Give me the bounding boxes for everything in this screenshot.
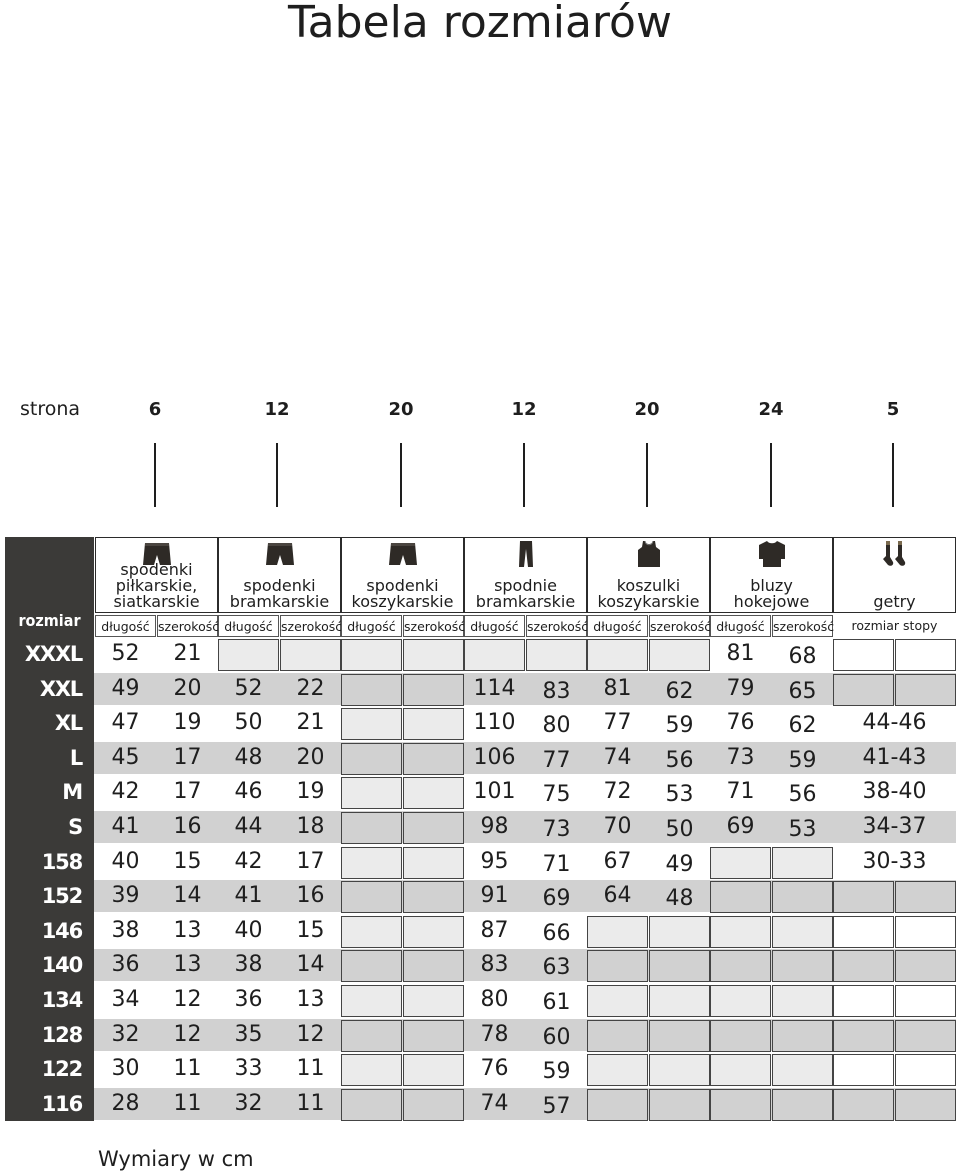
empty-cell: [772, 950, 833, 982]
empty-cell: [710, 1054, 771, 1086]
table-cell-value: 59: [542, 1059, 571, 1085]
table-cell-value: 91: [480, 883, 509, 909]
size-label: M: [62, 780, 82, 805]
table-cell-value: 45: [111, 744, 140, 770]
category-name: [219, 578, 340, 610]
table-cell-value: 11: [173, 1056, 202, 1082]
table-cell-value: 49: [111, 675, 140, 701]
table-cell-value: 83: [542, 678, 571, 704]
category-name: [711, 578, 832, 610]
category-header: [95, 537, 218, 613]
foot-size-header: rozmiar stopy: [851, 618, 938, 633]
empty-cell: [649, 1054, 710, 1086]
page-number: 6: [148, 399, 162, 420]
page-marker-line: [523, 443, 525, 507]
table-cell-value: 41: [111, 814, 140, 839]
page-marker-line: [646, 443, 648, 507]
table-cell-value: 67: [603, 848, 632, 874]
table-cell-value: 12: [296, 1021, 325, 1047]
empty-cell: [710, 881, 771, 913]
category-name-line: siatkarskie: [113, 592, 200, 611]
table-cell-value: 38-40: [862, 779, 927, 805]
empty-cell: [772, 847, 833, 879]
page-marker-line: [892, 443, 894, 507]
empty-cell: [218, 639, 279, 671]
table-cell-value: 80: [542, 713, 571, 739]
empty-cell: [710, 1020, 771, 1052]
page-marker-line: [154, 443, 156, 507]
empty-cell: [833, 985, 894, 1017]
table-cell-value: 13: [173, 917, 202, 943]
empty-cell: [895, 950, 956, 982]
size-label: 146: [41, 918, 82, 943]
empty-cell: [341, 812, 402, 844]
size-label: XXXL: [24, 642, 82, 666]
table-cell-value: 15: [173, 848, 202, 874]
category-name-line: getry: [873, 592, 916, 611]
table-cell-value: 39: [111, 883, 140, 909]
table-cell-value: 61: [542, 990, 571, 1015]
table-cell-value: 19: [296, 779, 325, 805]
size-label: 128: [41, 1022, 82, 1047]
tank-top-icon: [634, 541, 664, 567]
empty-cell: [772, 916, 833, 948]
table-cell-value: 81: [603, 675, 632, 701]
table-cell-value: 17: [296, 848, 325, 874]
table-cell-value: 13: [173, 952, 202, 978]
table-cell-value: 42: [111, 779, 140, 805]
empty-cell: [772, 1089, 833, 1121]
empty-cell: [833, 1054, 894, 1086]
table-cell-value: 12: [173, 987, 202, 1012]
category-name-line: bramkarskie: [475, 592, 576, 611]
table-cell-value: 74: [603, 744, 632, 770]
table-cell-value: 16: [173, 814, 202, 839]
category-header: [833, 537, 956, 613]
table-cell-value: 17: [173, 779, 202, 805]
page-marker-line: [276, 443, 278, 507]
empty-cell: [341, 708, 402, 740]
page-marker-line: [770, 443, 772, 507]
empty-cell: [403, 1054, 464, 1086]
category-name-line: bluzy: [750, 576, 793, 595]
page-number: 24: [758, 399, 784, 420]
table-cell-value: 40: [111, 848, 140, 874]
category-name-line: spodenki: [120, 560, 193, 579]
empty-cell: [649, 1089, 710, 1121]
table-cell-value: 32: [111, 1021, 140, 1047]
table-cell-value: 36: [111, 952, 140, 978]
empty-cell: [403, 1089, 464, 1121]
table-cell-value: 17: [173, 744, 202, 770]
table-cell-value: 70: [603, 814, 632, 839]
table-cell-value: 15: [296, 917, 325, 943]
empty-cell: [403, 743, 464, 775]
empty-cell: [341, 1054, 402, 1086]
units-note: Wymiary w cm: [98, 1147, 254, 1171]
empty-cell: [403, 812, 464, 844]
table-cell-value: 52: [111, 641, 140, 666]
table-cell-value: 36: [234, 987, 263, 1012]
table-cell-value: 34: [111, 987, 140, 1012]
table-cell-value: 66: [542, 920, 571, 946]
table-cell-value: 52: [234, 675, 263, 701]
table-cell-value: 73: [542, 817, 571, 842]
table-cell-value: 42: [234, 848, 263, 874]
table-cell-value: 114: [473, 675, 516, 701]
length-header: długość: [464, 615, 525, 637]
page-number: 12: [264, 399, 290, 420]
table-cell-value: 44-46: [862, 710, 927, 736]
table-cell-value: 64: [603, 883, 632, 909]
table-cell-value: 21: [173, 641, 202, 666]
table-cell-value: 76: [480, 1056, 509, 1082]
table-cell-value: 60: [542, 1024, 571, 1050]
length-header: długość: [710, 615, 771, 637]
empty-cell: [403, 777, 464, 809]
size-label: 140: [41, 953, 82, 978]
size-label: 134: [41, 988, 82, 1012]
table-cell-value: 62: [665, 678, 694, 704]
empty-cell: [649, 985, 710, 1017]
table-cell-value: 77: [542, 747, 571, 773]
empty-cell: [772, 985, 833, 1017]
table-cell-value: 101: [473, 779, 516, 805]
empty-cell: [464, 639, 525, 671]
table-cell-value: 74: [480, 1090, 509, 1116]
table-cell-value: 68: [788, 644, 817, 669]
empty-cell: [833, 1089, 894, 1121]
empty-cell: [403, 674, 464, 706]
length-header: długość: [587, 615, 648, 637]
empty-cell: [403, 708, 464, 740]
table-cell-value: 14: [296, 952, 325, 978]
table-cell-value: 11: [296, 1056, 325, 1082]
category-name-line: koszulki: [616, 576, 681, 595]
empty-cell: [341, 1020, 402, 1052]
size-label: 122: [41, 1057, 82, 1082]
trousers-icon: [511, 541, 541, 567]
empty-cell: [649, 916, 710, 948]
empty-cell: [772, 1054, 833, 1086]
empty-cell: [341, 950, 402, 982]
empty-cell: [587, 1054, 648, 1086]
empty-cell: [895, 639, 956, 671]
empty-cell: [895, 1020, 956, 1052]
empty-cell: [341, 639, 402, 671]
page-marker-line: [400, 443, 402, 507]
category-name: [96, 562, 217, 610]
empty-cell: [341, 743, 402, 775]
table-cell-value: 76: [726, 710, 755, 736]
page-number: 5: [886, 399, 900, 420]
table-cell-value: 83: [480, 952, 509, 978]
table-cell-value: 78: [480, 1021, 509, 1047]
table-cell-value: 53: [665, 782, 694, 808]
category-header: [710, 537, 833, 613]
table-cell-value: 81: [726, 641, 755, 666]
category-name-line: koszykarskie: [351, 592, 454, 611]
empty-cell: [403, 847, 464, 879]
empty-cell: [833, 950, 894, 982]
table-cell-value: 28: [111, 1090, 140, 1116]
empty-cell: [341, 1089, 402, 1121]
length-header: długość: [95, 615, 156, 637]
table-cell-value: 40: [234, 917, 263, 943]
table-cell-value: 80: [480, 987, 509, 1012]
table-cell-value: 33: [234, 1056, 263, 1082]
empty-cell: [833, 674, 894, 706]
strona-label: strona: [20, 398, 81, 420]
table-cell-value: 41-43: [862, 744, 927, 770]
table-cell-value: 50: [234, 710, 263, 736]
table-cell-value: 72: [603, 779, 632, 805]
table-cell-value: 46: [234, 779, 263, 805]
table-cell-value: 38: [111, 917, 140, 943]
empty-cell: [587, 639, 648, 671]
category-name-line: spodenki: [366, 576, 439, 595]
empty-cell: [833, 639, 894, 671]
table-cell-value: 13: [296, 987, 325, 1012]
table-cell-value: 98: [480, 814, 509, 839]
table-cell-value: 35: [234, 1021, 263, 1047]
category-name: [465, 578, 586, 610]
shorts-icon: [265, 541, 295, 567]
empty-cell: [403, 1020, 464, 1052]
table-cell-value: 30-33: [862, 848, 927, 874]
table-cell-value: 57: [542, 1093, 571, 1119]
shorts-icon: [388, 541, 418, 567]
table-cell-value: 20: [296, 744, 325, 770]
table-cell-value: 18: [296, 814, 325, 839]
empty-cell: [403, 916, 464, 948]
table-cell-value: 87: [480, 917, 509, 943]
empty-cell: [341, 674, 402, 706]
category-header: [218, 537, 341, 613]
empty-cell: [833, 1020, 894, 1052]
empty-cell: [341, 881, 402, 913]
table-cell-value: 65: [788, 678, 817, 704]
table-cell-value: 59: [665, 713, 694, 739]
table-cell-value: 38: [234, 952, 263, 978]
size-label: XL: [54, 711, 82, 736]
table-cell-value: 44: [234, 814, 263, 839]
table-cell-value: 56: [788, 782, 817, 808]
category-name-line: bramkarskie: [229, 592, 330, 611]
length-header: długość: [341, 615, 402, 637]
size-label: 152: [41, 884, 82, 909]
table-cell-value: 20: [173, 675, 202, 701]
table-cell-value: 48: [234, 744, 263, 770]
table-cell-value: 14: [173, 883, 202, 909]
empty-cell: [341, 916, 402, 948]
empty-cell: [895, 1089, 956, 1121]
empty-cell: [341, 847, 402, 879]
table-cell-value: 69: [542, 886, 571, 912]
empty-cell: [895, 916, 956, 948]
category-name-line: spodenki: [243, 576, 316, 595]
table-cell-value: 106: [473, 744, 516, 770]
page-number: 20: [388, 399, 414, 420]
table-cell-value: 21: [296, 710, 325, 736]
empty-cell: [587, 950, 648, 982]
table-cell-value: 48: [665, 886, 694, 912]
table-cell-value: 77: [603, 710, 632, 736]
size-label: 158: [41, 849, 82, 874]
table-cell-value: 95: [480, 848, 509, 874]
category-name: [588, 578, 709, 610]
size-label: 116: [41, 1091, 82, 1116]
category-name-line: spodnie: [494, 576, 557, 595]
empty-cell: [341, 777, 402, 809]
width-header: szerokość: [157, 615, 218, 637]
empty-cell: [526, 639, 587, 671]
sweatshirt-icon: [757, 541, 787, 567]
category-header: [341, 537, 464, 613]
table-cell-value: 11: [296, 1090, 325, 1116]
empty-cell: [710, 916, 771, 948]
empty-cell: [895, 881, 956, 913]
category-name-line: hokejowe: [733, 592, 810, 611]
category-name: [834, 594, 955, 610]
table-cell-value: 59: [788, 747, 817, 773]
width-header: szerokość: [772, 615, 833, 637]
empty-cell: [772, 1020, 833, 1052]
socks-icon: [880, 541, 910, 567]
width-header: szerokość: [526, 615, 587, 637]
empty-cell: [710, 1089, 771, 1121]
empty-cell: [649, 1020, 710, 1052]
empty-cell: [280, 639, 341, 671]
empty-cell: [403, 639, 464, 671]
table-cell-value: 73: [726, 744, 755, 770]
table-cell-value: 69: [726, 814, 755, 839]
empty-cell: [587, 1089, 648, 1121]
size-label: XXL: [39, 676, 82, 701]
table-cell-value: 63: [542, 955, 571, 981]
width-header: szerokość: [403, 615, 464, 637]
empty-cell: [772, 881, 833, 913]
empty-cell: [895, 985, 956, 1017]
table-cell-value: 75: [542, 782, 571, 808]
table-cell-value: 49: [665, 851, 694, 877]
table-cell-value: 50: [665, 817, 694, 842]
empty-cell: [649, 950, 710, 982]
empty-cell: [341, 985, 402, 1017]
table-cell-value: 79: [726, 675, 755, 701]
table-cell-value: 34-37: [862, 814, 927, 839]
empty-cell: [895, 1054, 956, 1086]
page-number: 20: [634, 399, 660, 420]
table-cell-value: 71: [726, 779, 755, 805]
table-cell-value: 22: [296, 675, 325, 701]
table-cell-value: 19: [173, 710, 202, 736]
empty-cell: [833, 881, 894, 913]
table-cell-value: 56: [665, 747, 694, 773]
size-label: L: [69, 745, 82, 770]
category-header: [587, 537, 710, 613]
table-cell-value: 110: [473, 710, 516, 736]
category-name-line: koszykarskie: [597, 592, 700, 611]
category-name-line: piłkarskie,: [115, 576, 198, 595]
table-cell-value: 12: [173, 1021, 202, 1047]
empty-cell: [403, 950, 464, 982]
empty-cell: [403, 881, 464, 913]
size-label: S: [68, 815, 82, 839]
empty-cell: [710, 950, 771, 982]
table-cell-value: 53: [788, 817, 817, 842]
table-cell-value: 62: [788, 713, 817, 739]
page-number: 12: [511, 399, 537, 420]
table-cell-value: 30: [111, 1056, 140, 1082]
category-header: [464, 537, 587, 613]
rozmiar-label: rozmiar: [18, 611, 81, 630]
table-cell-value: 16: [296, 883, 325, 909]
empty-cell: [833, 916, 894, 948]
empty-cell: [710, 985, 771, 1017]
table-cell-value: 32: [234, 1090, 263, 1116]
length-header: długość: [218, 615, 279, 637]
empty-cell: [710, 847, 771, 879]
width-header: szerokość: [280, 615, 341, 637]
table-cell-value: 71: [542, 851, 571, 877]
empty-cell: [403, 985, 464, 1017]
table-cell-value: 47: [111, 710, 140, 736]
page-title: Tabela rozmiarów: [288, 0, 672, 48]
table-cell-value: 11: [173, 1090, 202, 1116]
table-cell-value: 41: [234, 883, 263, 909]
empty-cell: [587, 916, 648, 948]
empty-cell: [649, 639, 710, 671]
empty-cell: [895, 674, 956, 706]
width-header: szerokość: [649, 615, 710, 637]
empty-cell: [587, 985, 648, 1017]
empty-cell: [587, 1020, 648, 1052]
category-name: [342, 578, 463, 610]
